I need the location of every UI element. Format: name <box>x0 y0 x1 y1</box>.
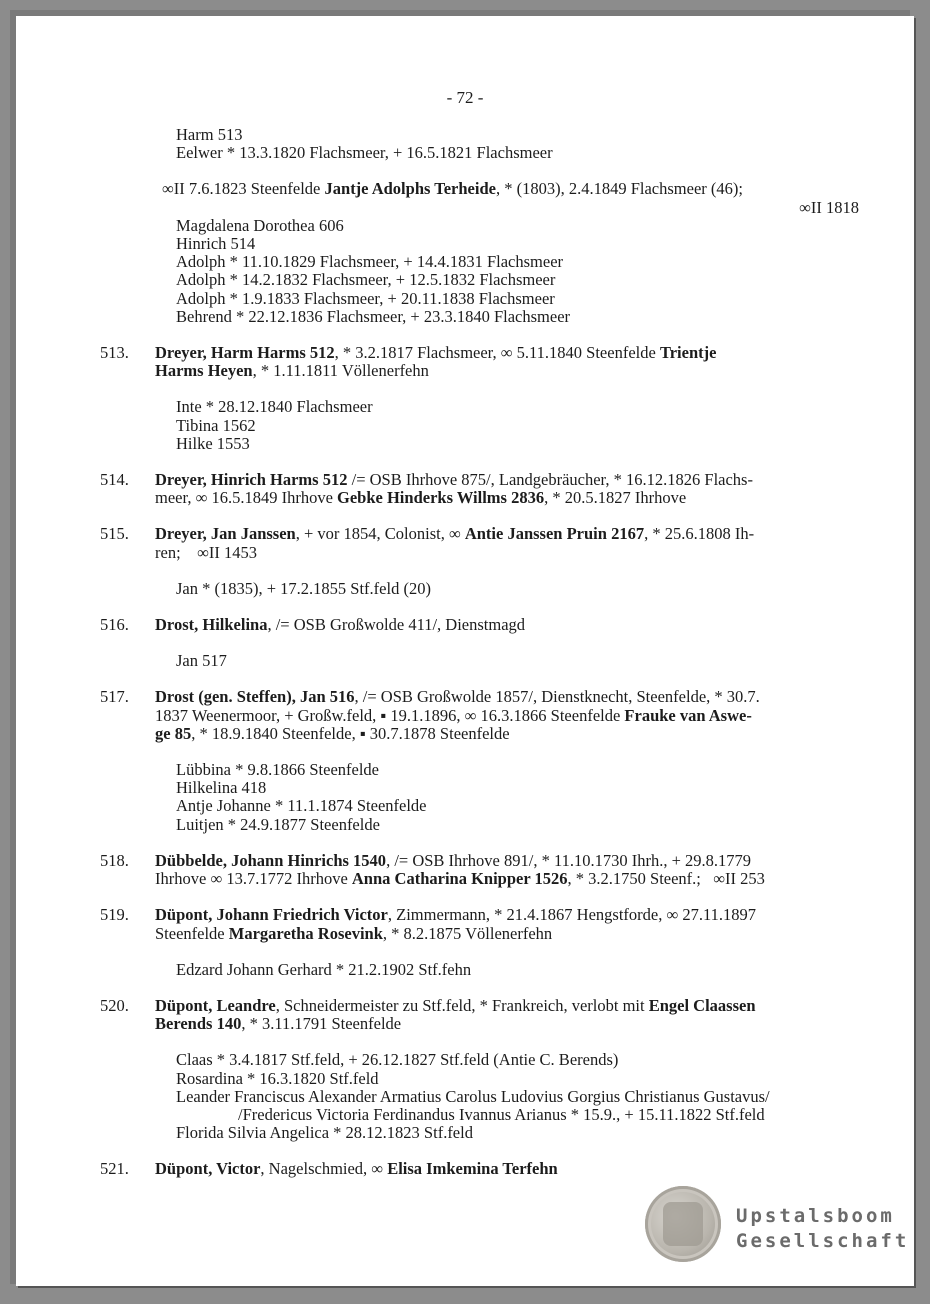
entry-number: 513. <box>100 343 129 363</box>
page-number: - 72 - <box>446 88 484 107</box>
child-line: Adolph * 11.10.1829 Flachsmeer, + 14.4.1831 Flachsmeer <box>176 252 564 272</box>
marriage-line: ∞II 7.6.1823 Steenfelde Jantje Adolphs Terheide, * (1803), 2.4.1849 Flachsmeer (46); <box>162 179 743 199</box>
entry-518: 518. Dübbelde, Johann Hinrichs 1540, /= OSB Ihrhove 891/, * 11.10.1730 Ihrh., + 29.8.1779 Ihrhove ∞ 13.7.1772 Ihrhove Anna Catharina Knipper 1526, * 3.2.1750 Steenf.; ∞II 253 <box>100 850 765 889</box>
child-line: Hinrich 514 <box>176 234 256 254</box>
child-line: Leander Franciscus Alexander Armatius Carolus Ludovius Gorgius Christianus Gustavus/ <box>176 1086 770 1106</box>
child-line: Florida Silvia Angelica * 28.12.1823 Stf.feld <box>176 1123 473 1143</box>
child-line: Behrend * 22.12.1836 Flachsmeer, + 23.3.1840 Flachsmeer <box>176 306 571 326</box>
child-line: Magdalena Dorothea 606 <box>176 215 344 235</box>
entry-520: 520. Düpont, Leandre, Schneidermeister zu Stf.feld, * Frankreich, verlobt mit Engel Claassen Berends 140, * 3.11.1791 Steenfelde <box>100 995 756 1034</box>
entry-number: 515. <box>100 524 129 544</box>
entry-number: 520. <box>100 995 129 1015</box>
entry-number: 516. <box>100 615 129 635</box>
child-line: Jan 517 <box>176 651 227 671</box>
entry-number: 514. <box>100 470 129 490</box>
child-line: Adolph * 14.2.1832 Flachsmeer, + 12.5.1832 Flachsmeer <box>176 270 556 290</box>
page-content <box>16 126 914 1179</box>
publisher-watermark: Upstalsboom Gesellschaft <box>736 1205 910 1252</box>
entry-519: 519. Düpont, Johann Friedrich Victor, Zimmermann, * 21.4.1867 Hengstforde, ∞ 27.11.1897 Steenfelde Margaretha Rosevink, * 8.2.1875 Völlenerfehn <box>100 905 756 943</box>
entry-515: 515. Dreyer, Jan Janssen, + vor 1854, Colonist, ∞ Antie Janssen Pruin 2167, * 25.6.1808 Ih- ren; ∞II 1453 <box>100 524 755 562</box>
child-line: Inte * 28.12.1840 Flachsmeer <box>176 397 373 417</box>
child-line: Rosardina * 16.3.1820 Stf.feld <box>176 1068 379 1088</box>
entry-number: 517. <box>100 687 129 707</box>
entry-521: 521. Düpont, Victor, Nagelschmied, ∞ Elisa Imkemina Terfehn <box>100 1159 558 1179</box>
entry-number: 518. <box>100 850 129 870</box>
child-line: Claas * 3.4.1817 Stf.feld, + 26.12.1827 Stf.feld (Antie C. Berends) <box>176 1050 619 1070</box>
child-line: Edzard Johann Gerhard * 21.2.1902 Stf.fehn <box>176 959 472 979</box>
child-line: Luitjen * 24.9.1877 Steenfelde <box>176 814 380 834</box>
child-line: Tibina 1562 <box>176 415 256 435</box>
marriage-ref: ∞II 1818 <box>799 197 859 217</box>
document-page <box>16 16 914 1286</box>
child-line: Hilkelina 418 <box>176 778 267 798</box>
child-line: Harm 513 <box>176 125 243 144</box>
society-seal-icon <box>645 1186 721 1262</box>
entry-516: 516. Drost, Hilkelina, /= OSB Großwolde 411/, Dienstmagd <box>100 615 526 635</box>
child-line: Adolph * 1.9.1833 Flachsmeer, + 20.11.1838 Flachsmeer <box>176 288 555 308</box>
entry-513: 513. Dreyer, Harm Harms 512, * 3.2.1817 Flachsmeer, ∞ 5.11.1840 Steenfelde Trientje Harms Heyen, * 1.11.1811 Völlenerfehn <box>100 343 717 381</box>
child-line: Hilke 1553 <box>176 433 250 453</box>
child-line-continuation: /Fredericus Victoria Ferdinandus Ivannus Arianus * 15.9., + 15.11.1822 Stf.feld <box>238 1104 765 1124</box>
child-line: Jan * (1835), + 17.2.1855 Stf.feld (20) <box>176 578 431 598</box>
child-line: Lübbina * 9.8.1866 Steenfelde <box>176 760 379 780</box>
child-line: Eelwer * 13.3.1820 Flachsmeer, + 16.5.1821 Flachsmeer <box>176 143 553 163</box>
entry-number: 521. <box>100 1159 129 1179</box>
entry-517: 517. Drost (gen. Steffen), Jan 516, /= OSB Großwolde 1857/, Dienstknecht, Steenfelde, * 30.7. 1837 Weenermoor, + Großw.feld, ▪ 19.1.1896, ∞ 16.3.1866 Steenfelde Frauke van Aswe- ge 85, * 18.9.1840 Steenfelde, ▪ 30.7.1878 Steenfelde <box>100 687 760 743</box>
entry-number: 519. <box>100 905 129 925</box>
child-line: Antje Johanne * 11.1.1874 Steenfelde <box>176 796 427 816</box>
entry-514: 514. Dreyer, Hinrich Harms 512 /= OSB Ihrhove 875/, Landgebräucher, * 16.12.1826 Flachs- meer, ∞ 16.5.1849 Ihrhove Gebke Hinderks Willms 2836, * 20.5.1827 Ihrhove <box>100 470 753 508</box>
